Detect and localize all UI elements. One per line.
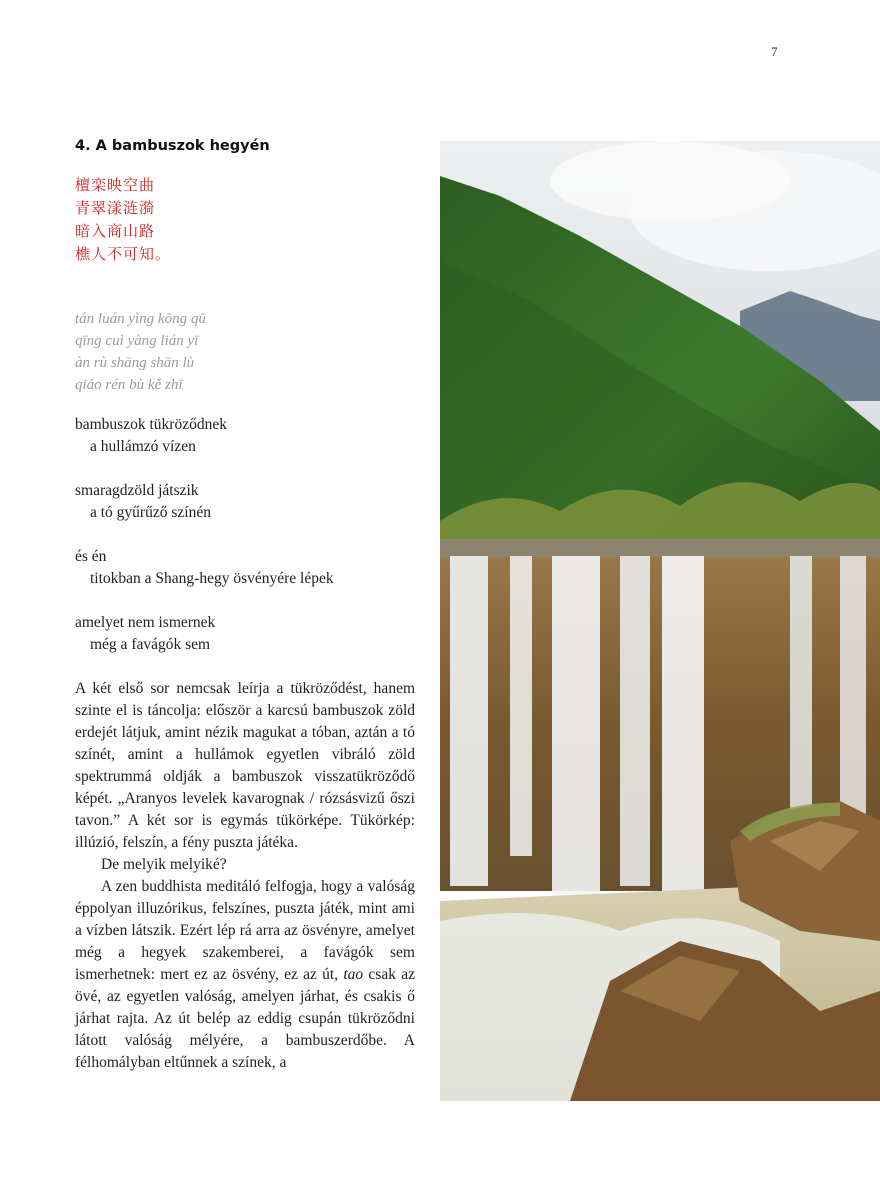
stanza-line: amelyet nem ismernek [75,614,216,631]
page-number: 7 [771,44,778,59]
paragraph-text: csak az övé, az egyetlen valóság, amelyen járhat, és csakis ő járhat rajta. Az út belép az eddig csupán tükröződni látott valóság mélyére, a bambuszerdőbe. A félhomályban eltűnnek a színek, a [75,966,415,1071]
poem-line: 暗入商山路 [75,222,156,240]
pinyin-line: tán luán yìng kōng qū [75,311,206,327]
stanza-line: smaragdzöld játszik [75,482,199,499]
stanza-line-indented: a hullámzó vízen [90,438,196,455]
cloud [550,141,790,221]
chinese-poem [75,174,415,266]
translation-stanza [75,612,415,656]
section-heading: 4. A bambuszok hegyén [75,138,270,154]
pinyin-line: qīng cuì yàng lián yī [75,333,199,349]
waterfall-stream [790,556,812,836]
stanza-line-indented: a tó gyűrűző színén [90,504,211,521]
commentary [75,678,415,1074]
text-column [75,138,415,1074]
stanza-line: bambuszok tükröződnek [75,416,227,433]
stanza-line: és én [75,548,107,565]
translation-stanza [75,546,415,590]
landscape-illustration [440,141,880,1101]
waterfall-stream [450,556,488,886]
waterfall-stream [662,556,704,936]
paragraph-text: A zen buddhista meditáló felfogja, hogy a valóság éppolyan illuzórikus, felszínes, puszta játék, mint ami a vízben látszik. Ezért lép rá arra az ösvényre, amelyet még a hegyek szakemberei, a favágók sem ismerhetnek: mert ez az ösvény, ez az út, [75,878,415,983]
waterfall-stream [510,556,532,856]
pinyin-line: qiáo rén bù kě zhī [75,377,183,393]
poem-line: 樵人不可知。 [75,245,172,263]
poem-line: 青翠漾涟漪 [75,199,156,217]
commentary-paragraph: A két első sor nemcsak leírja a tükröződést, hanem szinte el is táncolja: először a karcsú bambuszok zöld erdejét látjuk, amint nézik magukat a tóban, aztán a tó színét, amint a hullámok egyetlen vibráló zöld spektrummá oldják a bambuszok visszatükröződő képét. „Aranyos levelek kavarognak / rózsásvizű őszi tavon.” A két sor is egymás tükörképe. Tükörkép: illúzió, felszín, a fény puszta játéka. [75,680,415,851]
waterfall-photo [440,141,880,1101]
waterfall-stream [552,556,600,916]
translation-stanza [75,414,415,458]
cliff-top [440,539,880,557]
pinyin-line: àn rù shāng shān lù [75,355,195,371]
stanza-line-indented: titokban a Shang-hegy ösvényére lépek [90,570,334,587]
poem-line: 檀栾映空曲 [75,176,156,194]
waterfall-stream [620,556,650,886]
pinyin-transliteration [75,308,415,396]
translation-stanza [75,480,415,524]
commentary-paragraph: De melyik melyiké? [101,856,227,873]
commentary-paragraph [75,876,415,1074]
italic-term: tao [343,966,364,983]
stanza-line-indented: még a favágók sem [90,636,211,653]
